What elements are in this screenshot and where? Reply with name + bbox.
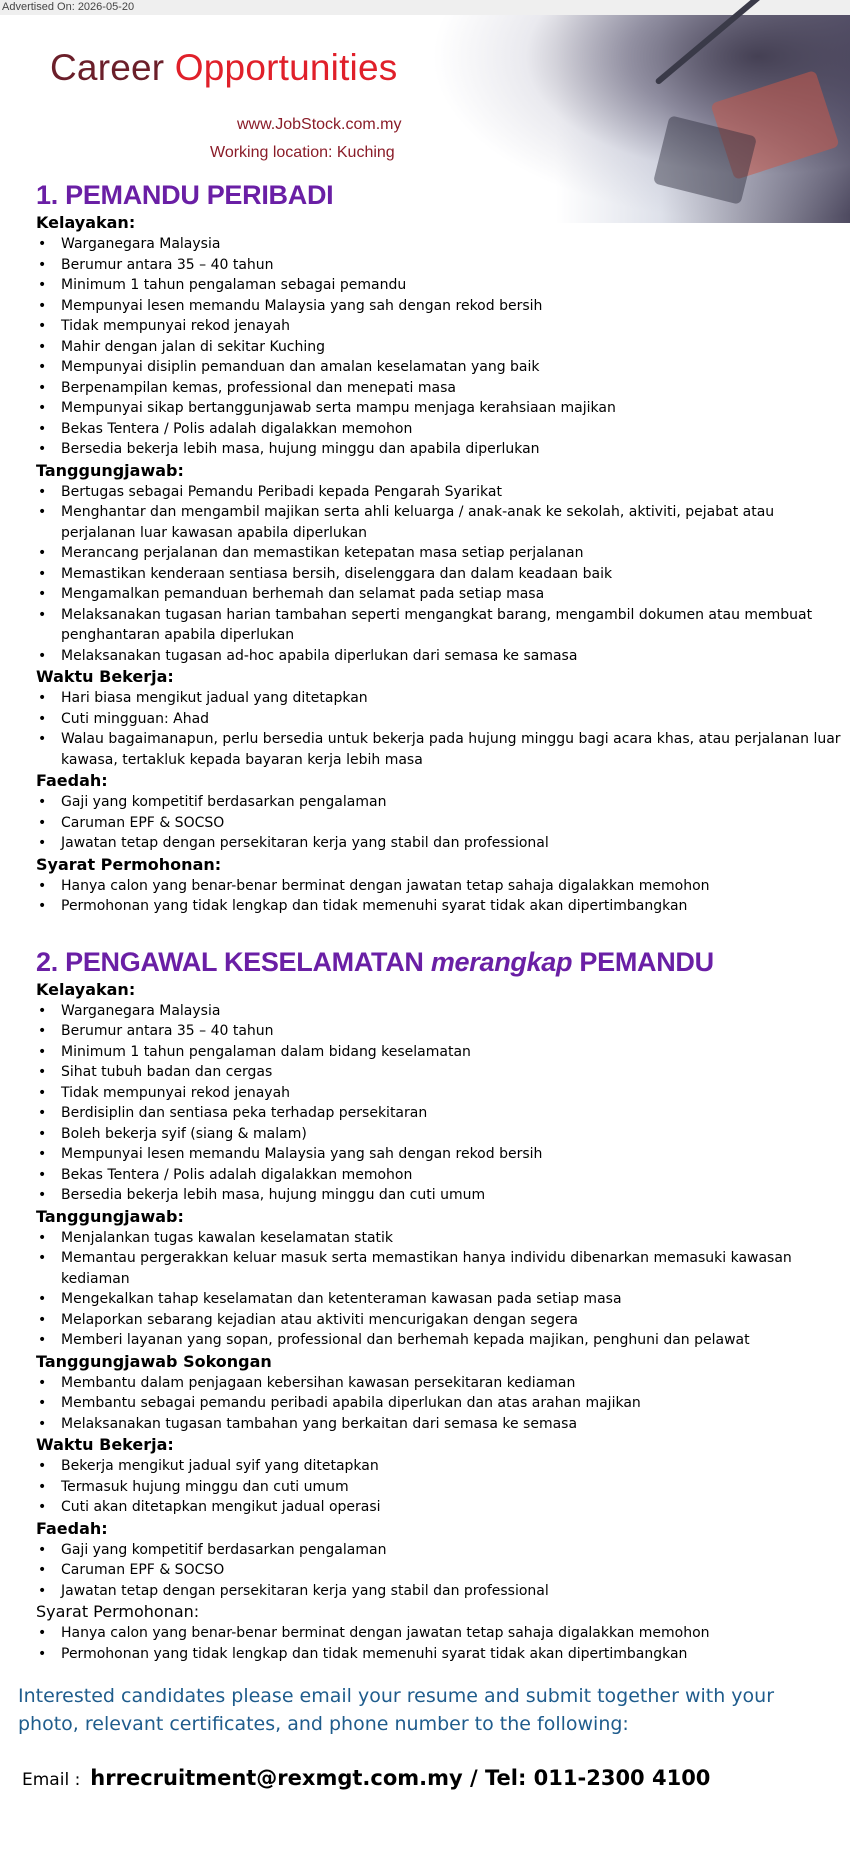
list-item: • Warganegara Malaysia — [36, 1001, 842, 1022]
section-heading: Syarat Permohonan: — [36, 854, 222, 874]
bullet-list — [36, 1373, 842, 1435]
bullet-list — [36, 1456, 842, 1518]
job-title — [36, 945, 842, 979]
bullet-list — [36, 688, 842, 770]
list-item: • Mempunyai lesen memandu Malaysia yang sah dengan rekod bersih — [36, 296, 842, 317]
list-item: • Hari biasa mengikut jadual yang ditetapkan — [36, 688, 842, 709]
page-title — [50, 47, 397, 89]
bullet-list — [36, 876, 842, 917]
list-item: • Warganegara Malaysia — [36, 234, 842, 255]
bullet-list — [36, 792, 842, 854]
advertised-date: Advertised On: 2026-05-20 — [0, 0, 850, 15]
list-item: • Termasuk hujung minggu dan cuti umum — [36, 1477, 842, 1498]
header-banner — [0, 15, 850, 178]
section-heading: Faedah: — [36, 771, 108, 790]
list-item: • Berdisiplin dan sentiasa peka terhadap persekitaran — [36, 1103, 842, 1124]
section-heading: Tanggungjawab Sokongan — [36, 1351, 272, 1371]
list-item: • Berpenampilan kemas, professional dan menepati masa — [36, 378, 842, 399]
list-item: • Hanya calon yang benar-benar berminat dengan jawatan tetap sahaja digalakkan memohon — [36, 1623, 842, 1644]
list-item: • Memastikan kenderaan sentiasa bersih, diselenggara dan dalam keadaan baik — [36, 564, 842, 585]
list-item: • Melaporkan sebarang kejadian atau aktiviti mencurigakan dengan segera — [36, 1310, 842, 1331]
list-item: • Mempunyai disiplin pemanduan dan amalan keselamatan yang baik — [36, 357, 842, 378]
email-label: Email : — [22, 1770, 81, 1790]
bullet-list — [36, 1623, 842, 1664]
list-item: • Caruman EPF & SOCSO — [36, 813, 842, 834]
list-item: • Cuti mingguan: Ahad — [36, 709, 842, 730]
working-location: Working location: Kuching — [210, 144, 395, 161]
list-item: • Melaksanakan tugasan ad-hoc apabila diperlukan dari semasa ke samasa — [36, 646, 842, 667]
list-item: • Permohonan yang tidak lengkap dan tidak memenuhi syarat tidak akan dipertimbangkan — [36, 896, 842, 917]
section-heading: Syarat Permohonan: — [36, 1602, 200, 1621]
list-item: • Tidak mempunyai rekod jenayah — [36, 1083, 842, 1104]
section-heading: Waktu Bekerja: — [36, 667, 174, 686]
bullet-list — [36, 1228, 842, 1351]
list-item: • Berumur antara 35 – 40 tahun — [36, 1021, 842, 1042]
contact-line — [22, 1766, 850, 1790]
job-title-text: 2. PENGAWAL KESELAMATAN — [36, 946, 431, 977]
list-item: • Caruman EPF & SOCSO — [36, 1560, 842, 1581]
section-heading: Kelayakan: — [36, 213, 136, 232]
list-item: • Gaji yang kompetitif berdasarkan pengalaman — [36, 1540, 842, 1561]
list-item: • Mengekalkan tahap keselamatan dan ketenteraman kawasan pada setiap masa — [36, 1289, 842, 1310]
title-word-career: Career — [50, 47, 165, 88]
list-item: • Gaji yang kompetitif berdasarkan pengalaman — [36, 792, 842, 813]
list-item: • Bersedia bekerja lebih masa, hujung minggu dan apabila diperlukan — [36, 439, 842, 460]
bullet-list — [36, 234, 842, 460]
contact-details[interactable]: hrrecruitment@rexmgt.com.my / Tel: 011-2300 4100 — [90, 1766, 711, 1790]
list-item: • Walau bagaimanapun, perlu bersedia untuk bekerja pada hujung minggu bagi acara khas, atau perjalanan luar kawasa, tertakluk kepada bayaran kerja lebih masa — [36, 729, 842, 770]
list-item: • Melaksanakan tugasan harian tambahan seperti mengangkat barang, mengambil dokumen atau membuat penghantaran apabila diperlukan — [36, 605, 842, 646]
application-instructions: Interested candidates please email your resume and submit together with your photo, relevant certificates, and phone number to the following: — [18, 1685, 775, 1735]
list-item: • Mempunyai lesen memandu Malaysia yang sah dengan rekod bersih — [36, 1144, 842, 1165]
list-item: • Memberi layanan yang sopan, professional dan berhemah kepada majikan, penghuni dan pelawat — [36, 1330, 842, 1351]
list-item: • Hanya calon yang benar-benar berminat dengan jawatan tetap sahaja digalakkan memohon — [36, 876, 842, 897]
job-title-emphasis: merangkap — [430, 946, 573, 977]
list-item: • Memantau pergerakkan keluar masuk serta memastikan hanya individu dibenarkan memasuki kawasan kediaman — [36, 1248, 842, 1289]
section-heading: Faedah: — [36, 1518, 108, 1538]
section-heading: Tanggungjawab: — [36, 1206, 184, 1226]
list-item: • Mahir dengan jalan di sekitar Kuching — [36, 337, 842, 358]
list-item: • Minimum 1 tahun pengalaman sebagai pemandu — [36, 275, 842, 296]
list-item: • Bertugas sebagai Pemandu Peribadi kepada Pengarah Syarikat — [36, 482, 842, 503]
list-item: • Bekerja mengikut jadual syif yang ditetapkan — [36, 1456, 842, 1477]
list-item: • Tidak mempunyai rekod jenayah — [36, 316, 842, 337]
job-title — [36, 178, 842, 212]
list-item: • Membantu sebagai pemandu peribadi apabila diperlukan dan atas arahan majikan — [36, 1393, 842, 1414]
list-item: • Melaksanakan tugasan tambahan yang berkaitan dari semasa ke semasa — [36, 1414, 842, 1435]
list-item: • Menjalankan tugas kawalan keselamatan statik — [36, 1228, 842, 1249]
title-word-opportunities: Opportunities — [174, 47, 398, 88]
bullet-list — [36, 1540, 842, 1602]
bullet-list — [36, 1001, 842, 1206]
list-item: • Bekas Tentera / Polis adalah digalakkan memohon — [36, 1165, 842, 1186]
website-link[interactable]: www.JobStock.com.my — [237, 116, 402, 133]
list-item: • Jawatan tetap dengan persekitaran kerja yang stabil dan professional — [36, 833, 842, 854]
list-item: • Bekas Tentera / Polis adalah digalakkan memohon — [36, 419, 842, 440]
section-heading: Kelayakan: — [36, 979, 136, 999]
job-listings — [0, 178, 850, 1664]
list-item: • Permohonan yang tidak lengkap dan tidak memenuhi syarat tidak akan dipertimbangkan — [36, 1644, 842, 1665]
list-item: • Mengamalkan pemanduan berhemah dan selamat pada setiap masa — [36, 584, 842, 605]
list-item: • Sihat tubuh badan dan cergas — [36, 1062, 842, 1083]
list-item: • Minimum 1 tahun pengalaman dalam bidang keselamatan — [36, 1042, 842, 1063]
list-item: • Mempunyai sikap bertanggunjawab serta mampu menjaga kerahsiaan majikan — [36, 398, 842, 419]
list-item: • Boleh bekerja syif (siang & malam) — [36, 1124, 842, 1145]
list-item: • Cuti akan ditetapkan mengikut jadual operasi — [36, 1497, 842, 1518]
bullet-list — [36, 482, 842, 667]
job-title-text: PEMANDU — [572, 946, 714, 977]
list-item: • Menghantar dan mengambil majikan serta ahli keluarga / anak-anak ke sekolah, aktiviti, pejabat atau perjalanan luar kawasan apabila diperlukan — [36, 502, 842, 543]
section-heading: Waktu Bekerja: — [36, 1435, 174, 1454]
list-item: • Bersedia bekerja lebih masa, hujung minggu dan cuti umum — [36, 1185, 842, 1206]
list-item: • Jawatan tetap dengan persekitaran kerja yang stabil dan professional — [36, 1581, 842, 1602]
list-item: • Berumur antara 35 – 40 tahun — [36, 255, 842, 276]
list-item: • Merancang perjalanan dan memastikan ketepatan masa setiap perjalanan — [36, 543, 842, 564]
list-item: • Membantu dalam penjagaan kebersihan kawasan persekitaran kediaman — [36, 1373, 842, 1394]
section-heading: Tanggungjawab: — [36, 460, 184, 480]
job-title-text: 1. PEMANDU PERIBADI — [36, 180, 334, 210]
